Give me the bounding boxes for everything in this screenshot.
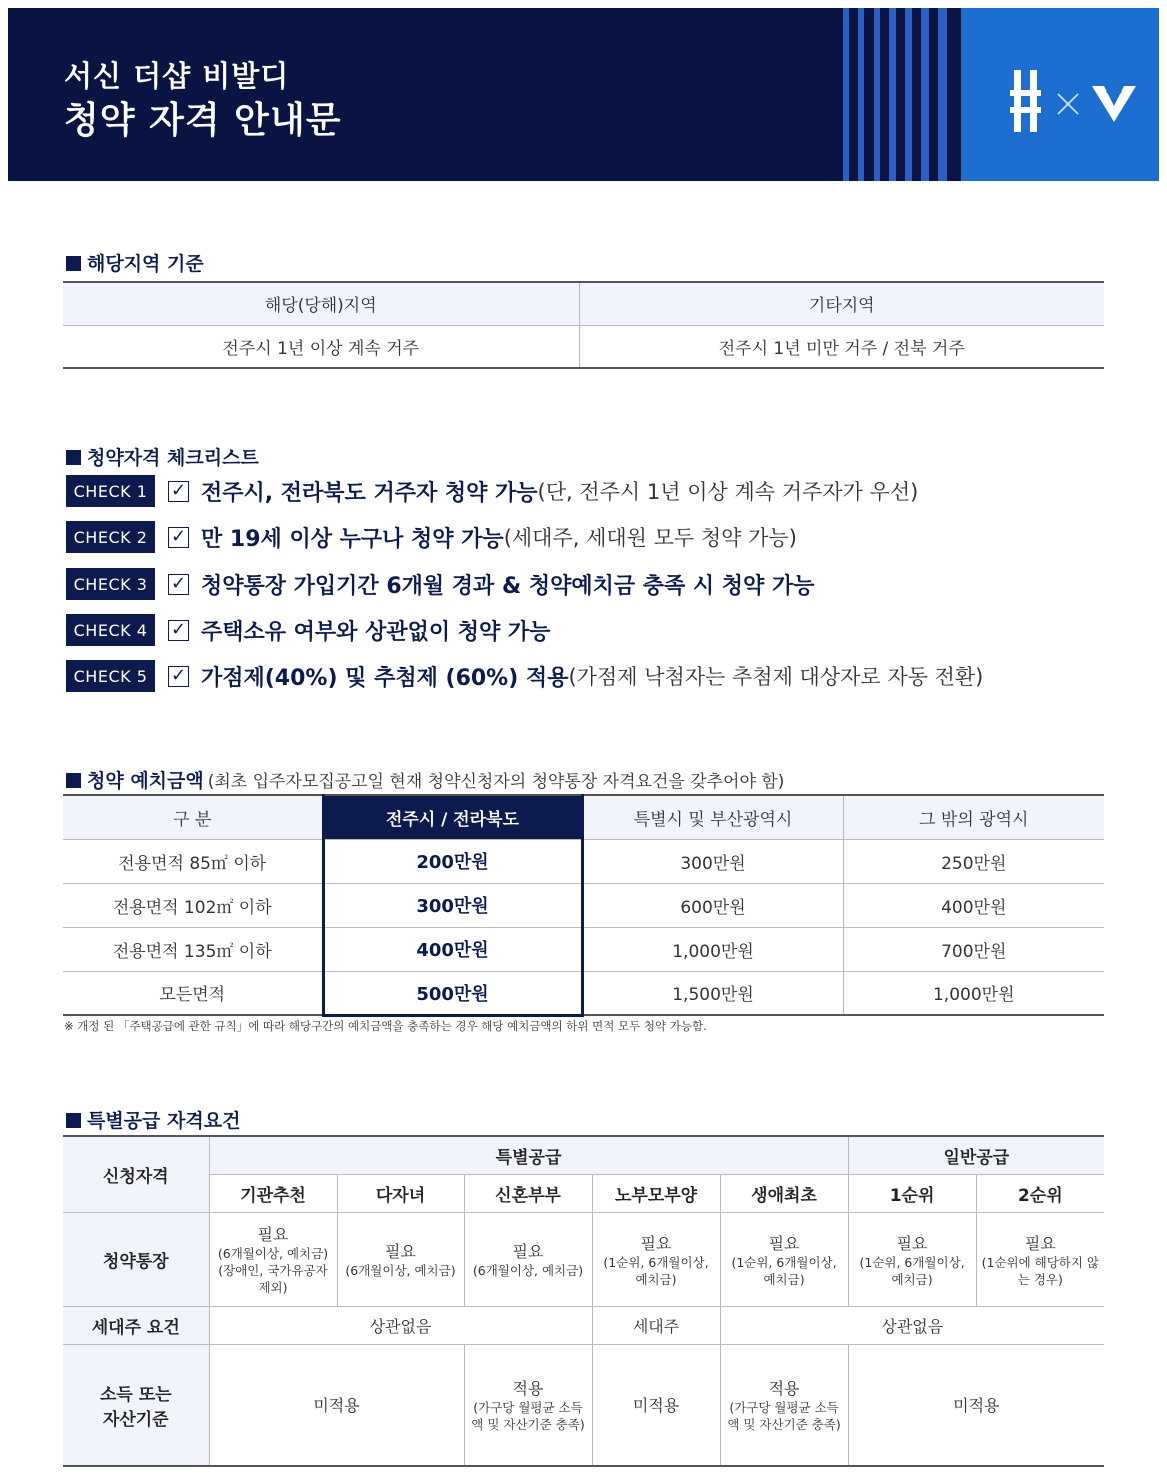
special-group-row — [63, 1136, 1104, 1174]
account-detail: (장애인, 국가유공자 — [218, 1263, 328, 1278]
region-table — [63, 281, 1104, 369]
account-detail: (6개월이상, 예치금) — [217, 1246, 329, 1261]
checkmark-icon: ✓ — [168, 666, 189, 687]
banner-stripe — [921, 8, 929, 181]
deposit-cell-highlight: 300만원 — [323, 883, 582, 927]
deposit-cell: 250만원 — [843, 839, 1104, 883]
banner-stripe — [874, 8, 880, 181]
account-detail: (6개월이상, 예치금) — [345, 1263, 456, 1278]
account-detail: (1순위에 해당하지 않 — [981, 1254, 1100, 1270]
check-bold-text: 주택소유 여부와 상관없이 청약 가능 — [201, 619, 551, 645]
check-normal-text: (단, 전주시 1년 이상 계속 거주자가 우선) — [537, 480, 919, 504]
income-detail: 액 및 자산기준 충족) — [727, 1417, 841, 1433]
check-badge: CHECK 2 — [66, 521, 155, 553]
special-income-cell: 미적용 — [848, 1344, 1104, 1466]
banner-stripe — [905, 8, 912, 181]
special-account-cell — [337, 1212, 464, 1306]
title-line1: 서신 더샵 비발디 — [64, 59, 290, 93]
special-account-cell — [209, 1212, 337, 1306]
deposit-cell: 400만원 — [843, 883, 1104, 927]
account-detail: 제외) — [258, 1280, 288, 1295]
checkmark-icon: ✓ — [168, 620, 189, 641]
special-col-header: 다자녀 — [337, 1174, 464, 1212]
income-detail: (가구당 월평균 소득 — [473, 1400, 583, 1416]
special-supply-table — [63, 1135, 1104, 1467]
deposit-cell: 1,000만원 — [843, 971, 1104, 1015]
deposit-cell: 1,500만원 — [582, 971, 843, 1015]
checkmark-icon: ✓ — [168, 481, 189, 502]
region-value-other: 전주시 1년 미만 거주 / 전북 거주 — [579, 325, 1104, 368]
account-detail: (6개월이상, 예치금) — [472, 1263, 584, 1278]
deposit-header-row — [63, 795, 1104, 839]
special-income-cell: 미적용 — [592, 1344, 720, 1466]
deposit-cell-highlight: 200만원 — [323, 839, 582, 883]
account-detail: (1순위, 6개월이상, — [603, 1254, 709, 1270]
special-householder-cell: 상관없음 — [209, 1306, 592, 1344]
special-householder-label: 세대주 요건 — [63, 1306, 209, 1344]
special-income-row — [63, 1344, 1104, 1466]
special-heading-text: 특별공급 자격요건 — [87, 1110, 241, 1132]
region-header-other: 기타지역 — [579, 282, 1104, 325]
checkmark-icon: ✓ — [168, 574, 189, 595]
account-main: 필요 — [512, 1242, 544, 1261]
account-main: 필요 — [768, 1233, 800, 1253]
check-badge: CHECK 5 — [66, 660, 155, 692]
deposit-header-seoul-busan: 특별시 및 부산광역시 — [582, 795, 843, 839]
account-detail: 예치금) — [891, 1271, 933, 1287]
income-label-line: 소득 또는 — [99, 1384, 172, 1405]
check-item-3 — [66, 567, 814, 601]
special-group-general: 일반공급 — [848, 1136, 1104, 1174]
special-col-header: 노부모부양 — [592, 1174, 720, 1212]
special-column-row — [63, 1174, 1104, 1212]
checklist-heading-text: 청약자격 체크리스트 — [87, 447, 259, 469]
account-main: 필요 — [896, 1233, 928, 1253]
check-item-2 — [66, 520, 797, 554]
square-bullet-icon — [66, 450, 81, 465]
special-householder-row — [63, 1306, 1104, 1344]
special-col-header: 기관추천 — [209, 1174, 337, 1212]
account-main: 필요 — [640, 1233, 672, 1253]
deposit-cell: 전용면적 85㎡ 이하 — [63, 839, 323, 883]
check-bold-text: 만 19세 이상 누구나 청약 가능 — [201, 526, 504, 552]
account-main: 필요 — [385, 1242, 416, 1261]
income-detail: (가구당 월평균 소득 — [729, 1400, 839, 1416]
check-item-4 — [66, 613, 550, 647]
square-bullet-icon — [66, 256, 81, 271]
special-col-header: 1순위 — [848, 1174, 976, 1212]
account-detail: (1순위, 6개월이상, — [731, 1254, 837, 1270]
check-bold-text: 청약통장 가입기간 6개월 경과 & 청약예치금 충족 시 청약 가능 — [201, 573, 815, 599]
special-account-row — [63, 1212, 1104, 1306]
special-col-header: 생애최초 — [720, 1174, 848, 1212]
special-account-cell — [976, 1212, 1104, 1306]
deposit-cell: 전용면적 135㎡ 이하 — [63, 927, 323, 971]
account-detail: 는 경우) — [1017, 1271, 1063, 1287]
deposit-cell: 전용면적 102㎡ 이하 — [63, 883, 323, 927]
income-main: 적용 — [512, 1379, 544, 1399]
deposit-header-category: 구 분 — [63, 795, 323, 839]
deposit-note: ※ 개정 된 「주택공급에 관한 규칙」에 따라 해당구간의 예치금액을 충족하는 경우 해당 예치금액의 하위 면적 모두 청약 가능함. — [64, 1019, 707, 1033]
account-detail: 예치금) — [635, 1271, 677, 1287]
deposit-table — [63, 794, 1104, 1017]
banner-stripe — [889, 8, 896, 181]
region-header-local: 해당(당해)지역 — [63, 282, 579, 325]
check-normal-text: (가점제 낙첨자는 추첨제 대상자로 자동 전환) — [568, 665, 984, 689]
income-label-line: 자산기준 — [102, 1409, 169, 1430]
check-bold-text: 전주시, 전라북도 거주자 청약 가능 — [201, 480, 538, 506]
special-col-header: 2순위 — [976, 1174, 1104, 1212]
square-bullet-icon — [66, 1113, 81, 1128]
deposit-row — [63, 839, 1104, 883]
deposit-cell: 1,000만원 — [582, 927, 843, 971]
banner-stripe — [858, 8, 864, 181]
header-banner — [8, 8, 1159, 181]
region-header-row — [63, 282, 1104, 325]
deposit-cell-highlight: 400만원 — [323, 927, 582, 971]
deposit-cell: 모든면적 — [159, 985, 226, 1006]
deposit-row — [63, 971, 1104, 1015]
banner-stripe — [843, 8, 849, 181]
deposit-subheading: (최초 입주자모집공고일 현재 청약신청자의 청약통장 자격요건을 갖추어야 함) — [207, 772, 785, 792]
account-main: 필요 — [257, 1225, 289, 1244]
checkmark-icon: ✓ — [168, 527, 189, 548]
check-badge: CHECK 3 — [66, 568, 155, 600]
income-detail: 액 및 자산기준 충족) — [471, 1417, 585, 1433]
account-detail: 예치금) — [763, 1271, 805, 1287]
special-col-header: 신혼부부 — [464, 1174, 592, 1212]
special-income-cell: 미적용 — [209, 1344, 464, 1466]
deposit-header-other-metro: 그 밖의 광역시 — [843, 795, 1104, 839]
check-item-1 — [66, 474, 918, 508]
region-value-row — [63, 325, 1104, 368]
section-heading-deposit — [66, 766, 784, 793]
special-income-label — [63, 1344, 209, 1466]
special-group-special: 특별공급 — [209, 1136, 848, 1174]
income-main: 적용 — [768, 1379, 800, 1399]
region-heading-text: 해당지역 기준 — [87, 253, 204, 275]
deposit-cell: 600만원 — [582, 883, 843, 927]
check-normal-text: (세대주, 세대원 모두 청약 가능) — [503, 526, 797, 550]
section-heading-region — [66, 249, 204, 276]
brand-logos — [1008, 70, 1138, 134]
deposit-cell: 700만원 — [843, 927, 1104, 971]
account-detail: (1순위, 6개월이상, — [859, 1254, 965, 1270]
special-householder-cell: 세대주 — [592, 1306, 720, 1344]
special-income-cell — [720, 1344, 848, 1466]
section-heading-special — [66, 1106, 240, 1133]
deposit-row — [63, 883, 1104, 927]
check-bold-text: 가점제(40%) 및 추첨제 (60%) 적용 — [201, 665, 569, 691]
special-row-label-header: 신청자격 — [63, 1136, 209, 1212]
deposit-cell-highlight: 500만원 — [323, 971, 582, 1015]
title-line2: 청약 자격 안내문 — [64, 100, 342, 141]
sharp-brand-logo-icon — [1008, 70, 1138, 134]
account-main: 필요 — [1024, 1233, 1056, 1253]
banner-stripe — [938, 8, 947, 181]
deposit-cell: 300만원 — [582, 839, 843, 883]
special-account-cell — [464, 1212, 592, 1306]
special-account-label: 청약통장 — [63, 1212, 209, 1306]
special-householder-cell: 상관없음 — [720, 1306, 1104, 1344]
square-bullet-icon — [66, 773, 81, 788]
check-item-5 — [66, 659, 983, 693]
special-income-cell — [464, 1344, 592, 1466]
special-account-cell — [848, 1212, 976, 1306]
check-badge: CHECK 4 — [66, 614, 155, 646]
deposit-row — [63, 927, 1104, 971]
region-value-local: 전주시 1년 이상 계속 거주 — [222, 338, 420, 359]
deposit-heading-text: 청약 예치금액 — [87, 770, 204, 792]
special-account-cell — [720, 1212, 848, 1306]
special-account-cell — [592, 1212, 720, 1306]
section-heading-checklist — [66, 443, 259, 470]
deposit-header-jeonju: 전주시 / 전라북도 — [323, 795, 582, 839]
check-badge: CHECK 1 — [66, 475, 155, 507]
